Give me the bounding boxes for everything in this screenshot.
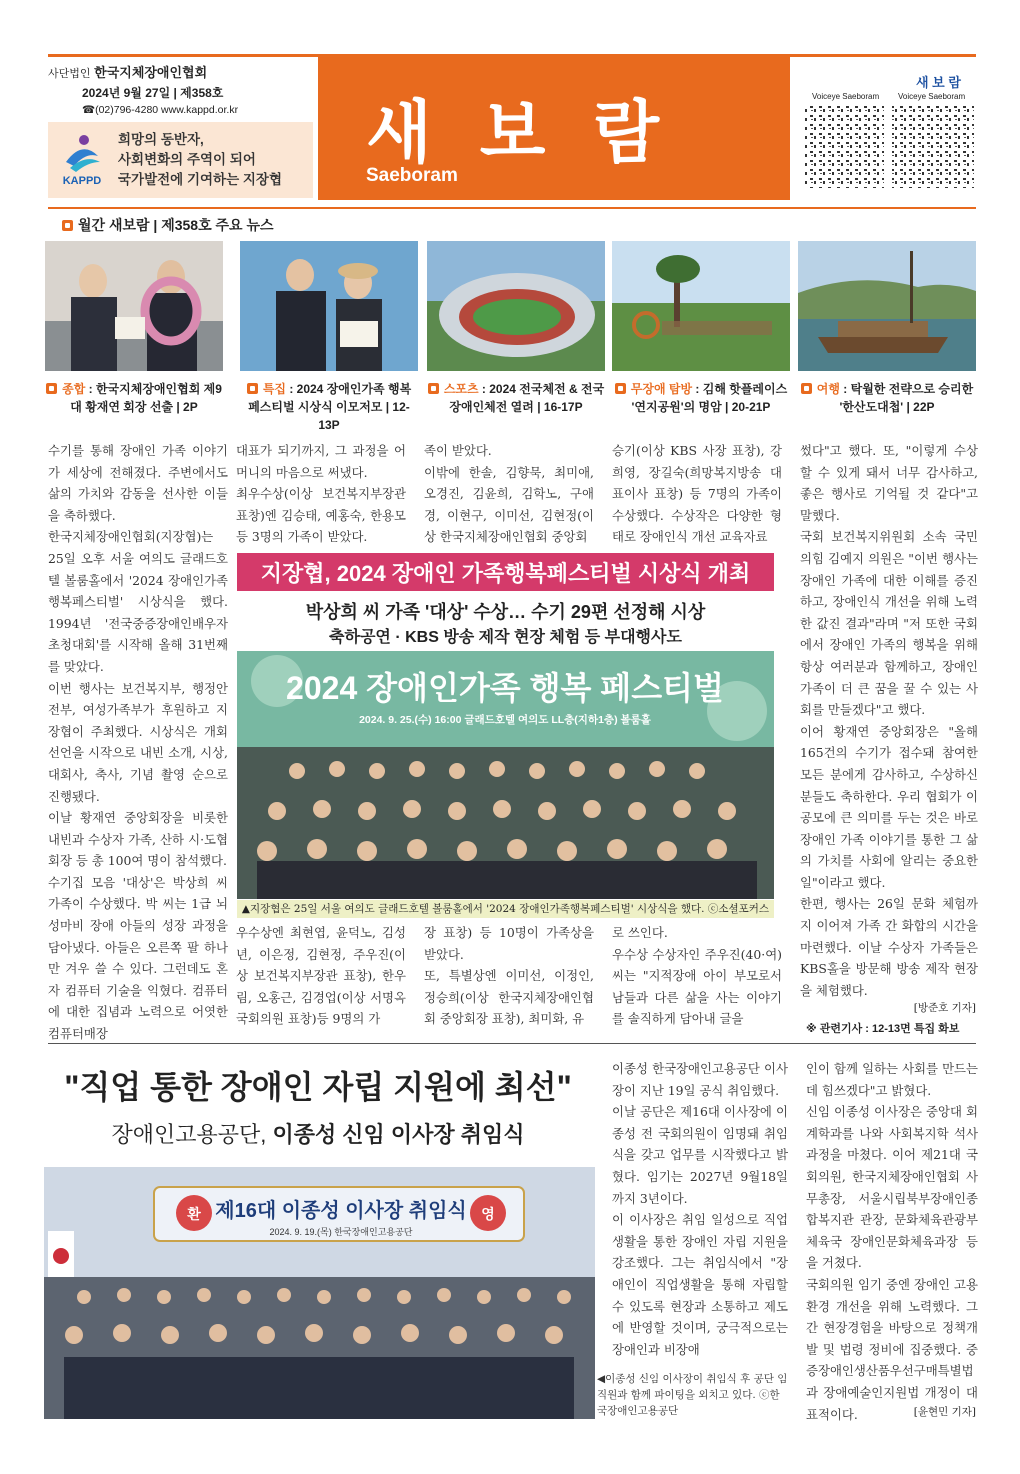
publisher-name: 사단법인 한국지체장애인협회 (48, 65, 208, 80)
contact-info: ☎(02)796-4280 www.kappd.or.kr (82, 104, 239, 116)
section-divider (48, 1043, 976, 1044)
article1-col1: 수기를 통해 장애인 가족 이야기가 세상에 전해졌다. 주변에서도 삶의 가치와 감동을 선사한 이들을 축하했다. 한국지체장애인협회(지장협)는 25일 오후 서울 여의도 글래드호텔 볼룸홀에서 '2024 장애인가족행복페스티벌' 시상식을 했다. 1994년 '전국중증장애인배우자초청대회'를 시작해 올해 31번째를 맞았다. 이번 행사는 보건복지부, 행정안전부, 여성가족부가 후원하고 지장협이 주최했다. 시상식은 개회 선언을 시작으로 내빈 소개, 시상, 대회사, 축사, 기념 촬영 순으로 진행됐다. 이날 황재연 중앙회장을 비롯한 내빈과 수상자 가족, 산하 시·도협회장 등 총 100여 명이 참석했다. 수기집 모음 '대상'은 박상희 씨 가족이 수상했다. 박 씨는 1급 뇌성마비 장애 아들의 성장 과정을 담아냈다. 아들은 오른쪽 팔 하나만 겨우 쓸 수 있다. 그런데도 혼자 컴퓨터 기술을 익혔다. 컴퓨터에 대한 집념과 노력으로 어엿한 컴퓨터매장 (48, 443, 228, 1042)
article1-col4-bottom: 로 쓰인다. 우수상 수상자인 주우진(40·여) 씨는 "지적장애 아이 부모로서 남들과 다른 삶을 사는 이야기를 솔직하게 담아내 글을 (612, 925, 782, 1027)
festival-banner-date: 2024. 9. 25.(수) 16:00 글래드호텔 여의도 LL층(지하1층) 볼룸홀 (359, 714, 651, 726)
article1-col3-bottom: 장 표창) 등 10명이 가족상을 받았다. 또, 특별상엔 이미선, 이정인, 정승희(이상 한국지체장애인협회 중앙회장 표창), 최미화, 유 (424, 925, 594, 1027)
photo-group-festival (237, 651, 774, 899)
newspaper-subtitle: Saeboram (366, 165, 458, 186)
news-thumb-3[interactable] (427, 241, 605, 371)
article2-subhead: 장애인고용공단, 이종성 신임 이사장 취임식 (111, 1122, 525, 1147)
voiceye-code (800, 72, 978, 190)
masthead-info-block (48, 60, 313, 200)
voiceye-label-2: Voiceye Saeboram (898, 92, 966, 101)
news-thumb-2[interactable] (240, 241, 418, 371)
article2-col2: 인이 함께 일하는 사회를 만드는데 힘쓰겠다"고 밝혔다. 신임 이종성 이사장은 중앙대 회계학과를 나와 사회복지학 석사과정을 마쳤다. 이어 제21대 국회의원, 한국지체장애인협회 사무총장, 서울시립북부장애인종합복지관 관장, 문화체육관광부 체육국 장애인문화체육과장 등을 거쳤다. 국회의원 임기 중엔 장애인 고용환경 개선을 위해 노력했다. 그간 현장경험을 바탕으로 정책개발 및 법령 정비에 집중했다. 중증장애인생산품우선구매특별법과 장애예술인지원법 개정이 대표적이다. (806, 1061, 978, 1422)
photo-award-ceremony (45, 241, 223, 371)
article1-photo-caption: ▲지장협은 25일 서울 여의도 글래드호텔 볼룸홀에서 '2024 장애인가족행복페스티벌' 시상식을 했다. ⓒ소셜포커스 (237, 900, 774, 918)
news-thumb-4[interactable] (612, 241, 790, 371)
masthead-title-box (318, 57, 790, 200)
inauguration-banner-date: 2024. 9. 19.(목) 한국장애인고용공단 (269, 1227, 413, 1237)
article1-photo (237, 651, 774, 899)
festival-banner-title: 2024 장애인가족 행복 페스티벌 (286, 670, 724, 706)
section-bullet-icon (46, 383, 57, 394)
voiceye-pattern-icon (800, 104, 978, 190)
article1-headline-box (237, 553, 774, 591)
photo-inauguration-group (44, 1167, 595, 1419)
section-bullet-icon (247, 383, 258, 394)
kappd-logo (56, 132, 108, 188)
masthead-bottom-rule (48, 207, 976, 209)
main-news-header: 월간 새보람 | 제358호 주요 뉴스 (62, 215, 274, 235)
photo-stadium (427, 241, 605, 371)
article1-col3-top: 족이 받았다. 이밖에 한솔, 김향묵, 최미애, 오경진, 김윤희, 김학노, 구애경, 이현구, 이미선, 김현정(이상 한국지체장애인협회 중앙회 (424, 443, 594, 545)
newspaper-title: 새보람 (366, 95, 708, 171)
article2-byline: [윤현민 기자] (913, 1406, 976, 1418)
article2-photo (44, 1167, 595, 1419)
banner-left-char: 환 (187, 1206, 201, 1222)
section-bullet-icon (615, 383, 626, 394)
article1-headline: 지장협, 2024 장애인 가족행복페스티벌 시상식 개최 (260, 561, 751, 586)
inauguration-banner-title: 제16대 이종성 이사장 취임식 (215, 1200, 467, 1222)
photo-turtle-ship (798, 241, 976, 371)
article2-photo-caption: ◀이종성 신임 이사장이 취임식 후 공단 임직원과 함께 파이팅을 외치고 있다. ⓒ한국장애인고용공단 (597, 1373, 788, 1417)
article1-col5: 썼다"고 했다. 또, "이렇게 수상할 수 있게 돼서 너무 감사하고, 좋은 행사로 기억될 것 같다"고 말했다. 국회 보건복지위원회 소속 국민의힘 김예지 의원은 "이번 행사는 장애인 가족에 대한 이해를 증진하고, 장애인식 개선을 위해 노력한 값진 결과"라며 "저 또한 국회에서 장애인 가족의 행복을 위해 항상 여러분과 함께하고, 장애인 가족이 더 큰 꿈을 꿀 수 있는 사회를 만들겠다"고 했다. 이어 황재연 중앙회장은 "올해 165건의 수기가 접수돼 참여한 모든 분에게 감사하고, 수상하신 분들도 축하한다. 우리 협회가 이 공모에 큰 의미를 두는 것은 바로 장애인 가족 이야기를 통한 그 삶의 가치를 사회에 알리는 중요한 일"이라고 했다. 한편, 행사는 26일 문화 체험까지 이어져 가족 간 화합의 시간을 마련했다. 이날 수상자 가족들은 KBS홀을 방문해 방송 제작 현장을 체험했다. (800, 443, 978, 998)
photo-park (612, 241, 790, 371)
section-bullet-icon (801, 383, 812, 394)
news-thumb-5[interactable] (798, 241, 976, 371)
svg-text:KAPPD: KAPPD (62, 175, 102, 187)
news-caption-4[interactable]: 무장애 탐방 : 김해 핫플레이스 '연지공원'의 명암 | 20-21P (612, 380, 790, 416)
article2-col1: 이종성 한국장애인고용공단 이사장이 지난 19일 공식 취임했다. 이날 공단은 제16대 이사장에 이종성 전 국회의원이 임명돼 취임식을 갖고 업무를 시작했다고 밝혔다. 임기는 2027년 9월18일까지 3년이다. 이 이사장은 취임 일성으로 직업생활을 통한 장애인 자립 지원을 강조했다. 그는 취임식에서 "장애인이 직업생활을 통해 자립할 수 있도록 현장과 소통하고 제도에 반영할 것이며, 궁극적으로는 장애인과 비장애 (612, 1061, 788, 1357)
news-thumb-1[interactable] (45, 241, 223, 371)
article1-col2-top: 대표가 되기까지, 그 과정을 어머니의 마음으로 써냈다. 최우수상(이상 보건복지부장관 표창)엔 김승태, 예홍숙, 한용모 등 3명의 가족이 받았다. (236, 443, 406, 545)
article2-headline: "직업 통한 장애인 자립 지원에 최선" (64, 1069, 572, 1105)
section-bullet-icon (62, 220, 73, 231)
article1-byline: [방준호 기자] (913, 1002, 976, 1014)
slogan-text: 희망의 동반자, 사회변화의 주역이 되어 국가발전에 기여하는 지장협 (118, 132, 282, 187)
slogan-box (48, 122, 313, 198)
news-caption-2[interactable]: 특집 : 2024 장애인가족 행복 페스티벌 시상식 이모저모 | 12-13P (248, 382, 412, 432)
article1-col4-top: 승기(이상 KBS 사장 표창), 강희영, 장길숙(희망복지방송 대표이사 표창) 등 7명의 가족이 수상했다. 수상작은 다양한 형태로 장애인식 개선 교육자료 (612, 443, 782, 545)
voiceye-title: 새 보 람 (916, 75, 961, 90)
news-caption-1[interactable]: 종합 : 한국지체장애인협회 제9대 황재연 회장 선출 | 2P (45, 380, 223, 416)
banner-right-char: 영 (481, 1206, 495, 1222)
article1-subhead-1: 박상희 씨 가족 '대상' 수상… 수기 29편 선정해 시상 (305, 602, 706, 622)
news-caption-3[interactable]: 스포츠 : 2024 전국체전 & 전국장애인체전 열려 | 16-17P (427, 380, 605, 416)
article1-col2-bottom: 우수상엔 최현엽, 윤덕노, 김성년, 이은정, 김현정, 주우진(이상 보건복지부장관 표창), 한우림, 오홍근, 김경업(이상 서명옥 국회의원 표창)등 9명의 가 (236, 925, 406, 1027)
photo-festival-winners (240, 241, 418, 371)
article1-subhead-2: 축하공연 · KBS 방송 제작 현장 체험 등 부대행사도 (329, 629, 682, 646)
news-caption-5[interactable]: 여행 : 탁월한 전략으로 승리한 '한산도대첩' | 22P (798, 380, 976, 416)
issue-date: 2024년 9월 27일 | 제358호 (82, 86, 224, 100)
related-article-note: ※ 관련기사 : 12-13면 특집 화보 (806, 1023, 960, 1035)
section-bullet-icon (428, 383, 439, 394)
voiceye-label-1: Voiceye Saeboram (812, 92, 880, 101)
